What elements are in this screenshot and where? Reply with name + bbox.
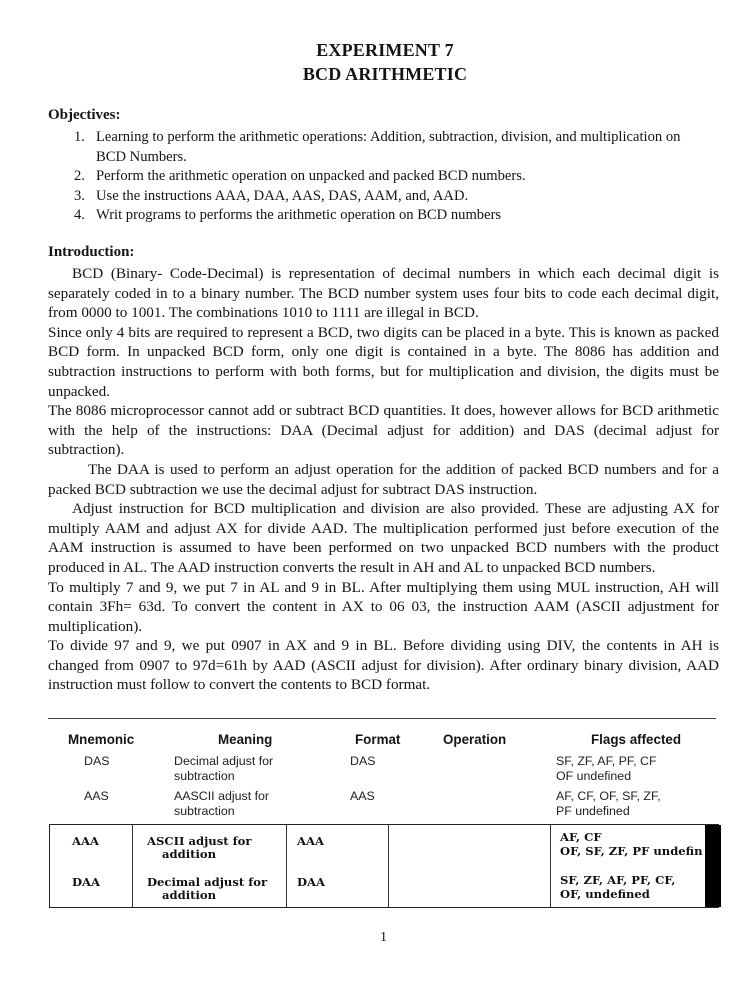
list-item-number: 1.	[74, 129, 85, 145]
cell-meaning-cont: addition	[162, 888, 217, 902]
column-header-operation: Operation	[443, 732, 507, 747]
cell-flags: AF, CF	[560, 830, 602, 844]
cell-flags-cont: OF, undefined	[560, 887, 650, 901]
introduction-heading: Introduction:	[48, 244, 135, 260]
column-header-mnemonic: Mnemonic	[68, 732, 135, 747]
cell-meaning: AASCII adjust for	[174, 789, 270, 803]
cell-flags: SF, ZF, AF, PF, CF,	[560, 873, 676, 887]
cell-flags-cont: OF undefined	[556, 769, 632, 783]
cell-flags: SF, ZF, AF, PF, CF	[556, 754, 657, 768]
paragraph: Adjust instruction for BCD multiplication and division are also provided. These are adjusting AX for multiply AAM and adjust AX for divide AAD. The multiplication performed just before execution of the AAM instruction is assumed to have been performed on two unpacked BCD numbers with the product produced in AL. The AAD instruction converts the result in AH and AL to unpacked BCD numbers.	[48, 500, 719, 576]
cell-meaning-cont: subtraction	[174, 804, 235, 818]
paragraph: The DAA is used to perform an adjust operation for the addition of packed BCD numbers and for a packed BCD subtraction we use the decimal adjust for subtract DAS instruction.	[48, 460, 719, 498]
list-item-number: 2.	[74, 168, 85, 184]
paragraph: Since only 4 bits are required to represent a BCD, two digits can be placed in a byte. This is known as packed BCD form. In unpacked BCD form, only one digit is contained in a byte. The 8086 has addition and subtraction instructions to perform with both forms, but for multiplication and division, the digits must be unpacked.	[48, 323, 719, 400]
page-subtitle: BCD ARITHMETIC	[302, 64, 468, 84]
paragraph: To divide 97 and 9, we put 0907 in AX and 9 in BL. Before dividing using DIV, the contents in AH is changed from 0907 to 97d=61h by AAD (ASCII adjust for division). After ordinary binary division, AAD instruction must follow to convert the contents to BCD format.	[48, 637, 719, 694]
cell-mnemonic: DAS	[84, 754, 110, 768]
cell-format: DAS	[350, 754, 376, 768]
page-number: 1	[380, 930, 387, 945]
column-header-format: Format	[355, 732, 401, 747]
list-item-text: Writ programs to performs the arithmetic operation on BCD numbers	[96, 207, 502, 223]
cell-flags-cont: OF, SF, ZF, PF undefin	[560, 844, 703, 858]
column-header-flags: Flags affected	[591, 732, 682, 747]
list-item	[74, 167, 704, 187]
list-item	[74, 206, 704, 226]
cell-mnemonic: AAS	[84, 789, 109, 803]
list-item-number: 3.	[74, 187, 85, 204]
scanned-table	[49, 824, 719, 908]
cell-flags: AF, CF, OF, SF, ZF,	[556, 789, 661, 803]
column-divider	[132, 825, 133, 907]
cell-format: AAS	[350, 789, 375, 803]
column-divider	[550, 825, 551, 907]
column-divider	[388, 825, 389, 907]
list-item	[74, 187, 704, 207]
cell-format: DAA	[297, 875, 326, 889]
list-item	[74, 128, 704, 167]
list-item-text: Learning to perform the arithmetic operations: Addition, subtraction, division, and multiplication on BCD Numbers.	[96, 129, 681, 165]
cell-meaning: Decimal adjust for	[174, 754, 274, 768]
paragraph: To multiply 7 and 9, we put 7 in AL and 9 in BL. After multiplying them using MUL instruction, AH will contain 3Fh= 63d. To convert the content in AX to 06 03, the instruction AAM (ASCII adjustment for multiplication).	[48, 578, 719, 635]
cell-format: AAA	[297, 834, 324, 848]
list-item-text: Use the instructions AAA, DAA, AAS, DAS, AAM, and, AAD.	[96, 187, 469, 204]
cell-flags-cont: PF undefined	[556, 804, 630, 818]
cell-mnemonic: AAA	[72, 834, 99, 848]
cell-meaning-cont: subtraction	[174, 769, 235, 783]
column-header-meaning: Meaning	[218, 732, 273, 747]
cell-meaning: ASCII adjust for	[147, 834, 252, 848]
column-divider	[286, 825, 287, 907]
divider	[48, 718, 716, 719]
paragraph: BCD (Binary- Code-Decimal) is representation of decimal numbers in which each decimal digit is separately coded in to a binary number. The BCD number system uses four bits to code each decimal digit, from 0000 to 1001. The combinations 1010 to 1111 are illegal in BCD.	[48, 265, 719, 322]
objectives-list	[74, 128, 704, 226]
cell-meaning: Decimal adjust for	[147, 875, 268, 889]
list-item-number: 4.	[74, 207, 85, 223]
paragraph: The 8086 microprocessor cannot add or subtract BCD quantities. It does, however allows for BCD arithmetic with the help of the instructions: DAA (Decimal adjust for addition) and DAS (decimal adjust for subtraction).	[48, 402, 719, 459]
objectives-heading: Objectives:	[48, 107, 121, 123]
introduction-body	[48, 264, 719, 695]
cell-mnemonic: DAA	[72, 875, 101, 889]
cell-meaning-cont: addition	[162, 847, 217, 861]
page-title: EXPERIMENT 7	[316, 40, 454, 60]
scan-edge-shadow	[705, 825, 721, 907]
list-item-text: Perform the arithmetic operation on unpacked and packed BCD numbers.	[96, 168, 526, 184]
